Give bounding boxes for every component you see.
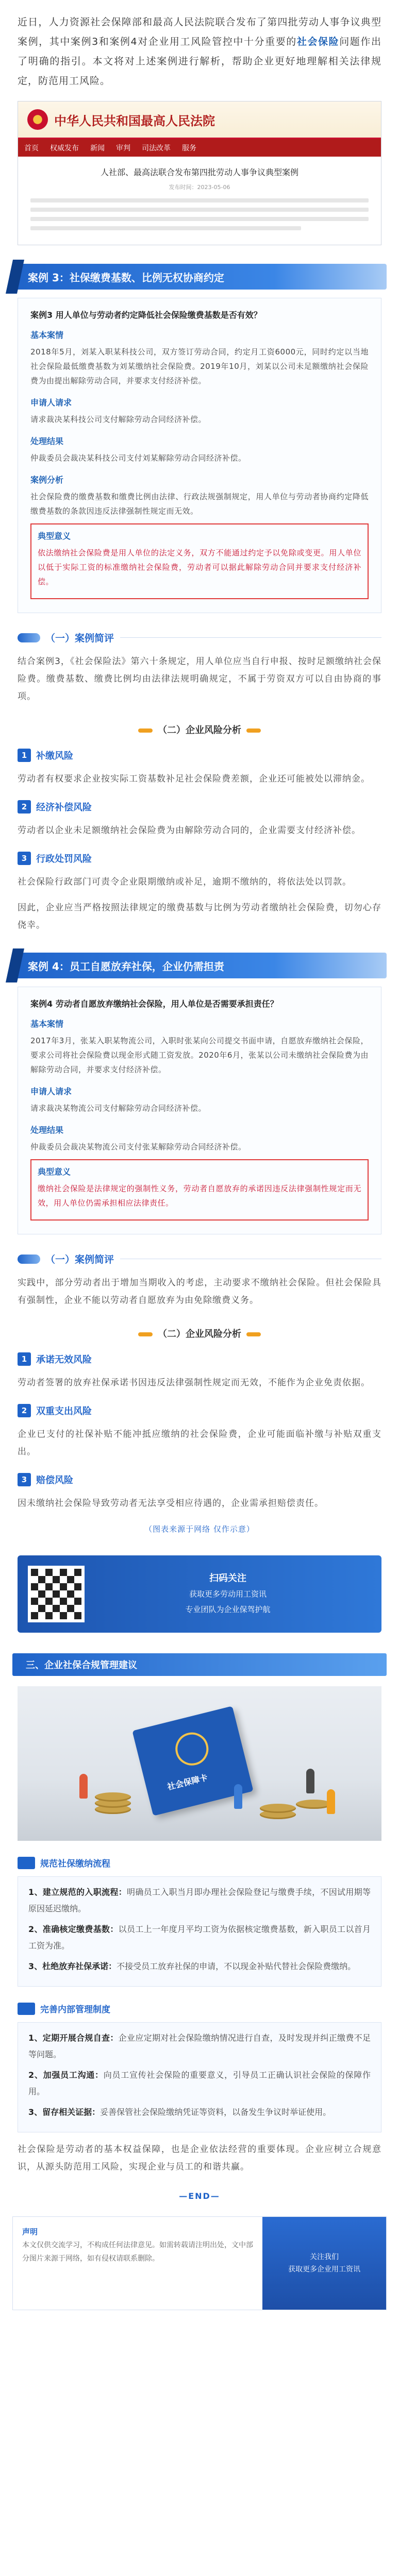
- intro-text-tail: 问题作出了明确的指引。本文将对上述案例进行解析，帮助企业更好地理解相关法律规定，防范用工风险。: [18, 36, 381, 87]
- court-nav: [18, 139, 381, 157]
- list-item-key: 2、准确核定缴费基数：: [28, 1924, 119, 1934]
- footer-follow-line-1: 关注我们: [310, 2253, 339, 2261]
- case4-banner-text: 案例 4：员工自愿放弃社保，企业仍需担责: [28, 960, 224, 973]
- block-chip-icon: [18, 2003, 35, 2015]
- intro-highlight: 社会保险: [296, 36, 340, 47]
- case4-significance-box: [30, 1159, 369, 1221]
- analysis2-heading-text: （一）案例简评: [45, 1254, 114, 1265]
- risk2-item-2-title: [18, 1404, 381, 1417]
- court-nav-item: 权威发布: [50, 144, 79, 152]
- analysis2-paragraph: 实践中，部分劳动者出于增加当期收入的考虑，主动要求不缴纳社会保险。但社会保险具有强制性，企业不能以劳动者自愿放弃为由免除缴费义务。: [18, 1278, 381, 1306]
- case4-significance: 缴纳社会保险是法律规定的强制性义务，劳动者自愿放弃的承诺因违反法律强制性规定而无效，用人单位仍需承担相应法律责任。: [38, 1184, 361, 1208]
- case3-significance-box: [30, 523, 369, 599]
- qr-line-3: 专业团队为企业保驾护航: [185, 1605, 271, 1614]
- footer-follow[interactable]: [262, 2217, 386, 2310]
- qr-line-1: 扫码关注: [209, 1573, 246, 1584]
- risk2-heading-text: （二）企业风险分析: [158, 1329, 241, 1340]
- court-header: [18, 101, 381, 139]
- risk-number-badge: 2: [18, 1404, 31, 1417]
- case3-claim-label: 申请人请求: [30, 398, 72, 408]
- analysis1-heading-text: （一）案例简评: [45, 633, 114, 644]
- heading-pill-icon: [18, 633, 40, 642]
- end-mark: —END—: [179, 2191, 220, 2201]
- risk1-item-2-title: [18, 800, 381, 814]
- national-emblem-icon: [27, 109, 48, 130]
- list-item-value: 企业应定期对社会保险缴纳情况进行自查，及时发现并纠正缴费不足等问题。: [28, 2033, 371, 2059]
- list-item-key: 2、加强员工沟通：: [28, 2070, 104, 2080]
- block2-list: [18, 2022, 381, 2132]
- risk1-item-3-title: [18, 852, 381, 865]
- court-name: 中华人民共和国最高人民法院: [54, 113, 215, 128]
- risk-number-badge: 3: [18, 852, 31, 865]
- footer-title: 声明: [22, 2227, 38, 2236]
- case4-box: [18, 987, 381, 1234]
- case3-significance: 依法缴纳社会保险费是用人单位的法定义务，双方不能通过约定予以免除或变更。用人单位以低于实际工资的标准缴纳社会保险费，劳动者可以据此解除劳动合同并要求支付经济补偿。: [38, 548, 361, 586]
- footer-text: 本文仅供交流学习，不构成任何法律意见。如需转载请注明出处，文中部分图片来源于网络，如有侵权请联系删除。: [22, 2241, 253, 2263]
- block1-title: [18, 1856, 381, 1869]
- case3-banner: [12, 264, 387, 290]
- risk2-item-3-text: 因未缴纳社会保险导致劳动者无法享受相应待遇的，企业需承担赔偿责任。: [18, 1498, 324, 1509]
- list-item-value: 不接受员工放弃社保的申请，不以现金补贴代替社会保险费缴纳。: [117, 1961, 356, 1971]
- risk2-item-2-text: 企业已支付的社保补贴不能冲抵应缴纳的社会保险费，企业可能面临补缴与补贴双重支出。: [18, 1429, 381, 1457]
- social-security-card-photo: [18, 1686, 381, 1841]
- intro-text: 近日，人力资源社会保障部和最高人民法院联合发布了第四批劳动人事争议典型案例，其中案例3和案例4对企业用工风险管控中十分重要的: [18, 16, 381, 47]
- risk2-note: （图表来源于网络 仅作示意）: [144, 1524, 255, 1534]
- risk-title-text: 补缴风险: [36, 751, 73, 761]
- block2-title: [18, 2002, 381, 2015]
- court-nav-item: 首页: [24, 144, 39, 152]
- case3-significance-label: 典型意义: [38, 531, 71, 541]
- risk-number-badge: 2: [18, 800, 31, 814]
- qr-code-icon[interactable]: [28, 1566, 85, 1622]
- case4-claim-label: 申请人请求: [30, 1087, 72, 1096]
- heading-deco-icon: [246, 1332, 261, 1336]
- block1-title-text: 规范社保缴纳流程: [40, 1859, 110, 1869]
- risk1-item-1-text: 劳动者有权要求企业按实际工资基数补足社会保险费差额，企业还可能被处以滞纳金。: [18, 774, 370, 784]
- risk2-item-1-title: [18, 1352, 381, 1366]
- heading-divider: [120, 637, 381, 638]
- risk-number-badge: 1: [18, 1352, 31, 1366]
- case3-claim: 请求裁决某科技公司支付解除劳动合同经济补偿。: [30, 415, 207, 424]
- case4-claim: 请求裁决某物流公司支付解除劳动合同经济补偿。: [30, 1104, 207, 1113]
- case3-facts-label: 基本案情: [30, 330, 64, 340]
- analysis2-heading: [18, 1252, 381, 1266]
- case3-analysis-label: 案例分析: [30, 475, 64, 485]
- list-item-key: 1、建立规范的入职流程：: [28, 1887, 127, 1897]
- compliance-banner: 三、企业社保合规管理建议: [12, 1653, 387, 1676]
- risk-title-text: 双重支出风险: [36, 1406, 92, 1417]
- heading-deco-icon: [138, 1332, 153, 1336]
- list-item: [28, 1921, 371, 1954]
- risk2-heading: [0, 1327, 399, 1340]
- case3-banner-text: 案例 3：社保缴费基数、比例无权协商约定: [28, 271, 224, 284]
- risk-title-text: 赔偿风险: [36, 1475, 73, 1486]
- footer: [12, 2216, 387, 2310]
- risk1-closing: 因此，企业应当严格按照法律规定的缴费基数与比例为劳动者缴纳社会保险费，切勿心存侥幸。: [18, 903, 381, 930]
- intro-paragraph: [0, 0, 399, 91]
- court-article-date: 发布时间：2023-05-06: [169, 184, 230, 191]
- case4-result: 仲裁委员会裁决某物流公司支付张某解除劳动合同经济补偿。: [30, 1142, 246, 1151]
- analysis1-heading: [18, 631, 381, 645]
- risk2-item-3-title: [18, 1473, 381, 1486]
- list-item: [28, 2067, 371, 2100]
- list-item-value: 妥善保管社会保险缴纳凭证等资料，以备发生争议时举证使用。: [100, 2107, 331, 2117]
- risk1-heading-text: （二）企业风险分析: [158, 725, 241, 736]
- block2-title-text: 完善内部管理制度: [40, 2005, 110, 2015]
- list-item-value: 以员工上一年度月平均工资为依据核定缴费基数，新入职员工以首月工资为准。: [28, 1924, 371, 1951]
- list-item: [28, 1884, 371, 1917]
- case3-result-label: 处理结果: [30, 436, 64, 446]
- risk-title-text: 承诺无效风险: [36, 1354, 92, 1365]
- risk2-item-1-text: 劳动者签署的放弃社保承诺书因违反法律强制性规定而无效，不能作为企业免责依据。: [18, 1378, 370, 1388]
- court-article-lines: [30, 198, 369, 230]
- court-website-screenshot: [18, 101, 381, 245]
- risk1-heading: [0, 723, 399, 736]
- risk1-item-2-text: 劳动者以企业未足额缴纳社会保险费为由解除劳动合同的，企业需要支付经济补偿。: [18, 825, 361, 836]
- court-nav-item: 服务: [182, 144, 196, 152]
- qr-card: [18, 1555, 381, 1633]
- list-item: [28, 1958, 371, 1975]
- case4-result-label: 处理结果: [30, 1125, 64, 1135]
- qr-text: [85, 1571, 371, 1617]
- court-article-title: 人社部、最高法联合发布第四批劳动人事争议典型案例: [100, 167, 298, 177]
- heading-deco-icon: [246, 728, 261, 733]
- block-chip-icon: [18, 1857, 35, 1869]
- court-nav-item: 新闻: [90, 144, 105, 152]
- risk-number-badge: 1: [18, 749, 31, 762]
- list-item-value: 明确员工入职当月即办理社会保险登记与缴费手续，不因试用期等原因延迟缴纳。: [28, 1887, 371, 1913]
- risk-title-text: 行政处罚风险: [36, 854, 92, 865]
- case4-facts-label: 基本案情: [30, 1019, 64, 1029]
- case4-significance-label: 典型意义: [38, 1167, 71, 1177]
- case3-title: 案例3 用人单位与劳动者约定降低社会保险缴费基数是否有效？: [30, 310, 262, 320]
- risk1-item-3-text: 社会保险行政部门可责令企业限期缴纳或补足，逾期不缴纳的，将依法处以罚款。: [18, 877, 352, 887]
- list-item-key: 1、定期开展合规自查：: [28, 2033, 119, 2043]
- card-label: 社会保障卡: [166, 1772, 209, 1792]
- footer-disclaimer: [13, 2217, 262, 2310]
- list-item-key: 3、留存相关证据：: [28, 2107, 101, 2117]
- case3-box: [18, 298, 381, 613]
- risk1-item-1-title: [18, 749, 381, 762]
- list-item: [28, 2104, 371, 2121]
- list-item: [28, 2030, 371, 2063]
- case4-banner: [12, 953, 387, 978]
- banner-tag: [6, 260, 24, 294]
- court-nav-item: 司法改革: [142, 144, 171, 152]
- case3-facts: 2018年5月，刘某入职某科技公司，双方签订劳动合同，约定月工资6000元，同时约定以当地社会保险最低缴费基数为刘某缴纳社会保险费。2019年10月，刘某以公司未足额缴纳社会保险费为由提出解除劳动合同，并要求支付经济补偿。: [30, 347, 369, 385]
- case4-title: 案例4 劳动者自愿放弃缴纳社会保险，用人单位是否需要承担责任？: [30, 999, 278, 1009]
- analysis1-paragraph: 结合案例3，《社会保险法》第六十条规定，用人单位应当自行申报、按时足额缴纳社会保险费。缴费基数、缴费比例均由法律法规明确规定，不属于劳资双方可以自由协商的事项。: [18, 656, 381, 702]
- list-item-key: 3、杜绝放弃社保承诺：: [28, 1961, 117, 1971]
- footer-follow-line-2: 获取更多企业用工资讯: [288, 2265, 360, 2274]
- heading-pill-icon: [18, 1255, 40, 1264]
- case3-analysis: 社会保险费的缴费基数和缴费比例由法律、行政法规强制规定，用人单位与劳动者协商约定降低缴费基数的条款因违反法律强制性规定而无效。: [30, 492, 369, 516]
- case3-result: 仲裁委员会裁决某科技公司支付刘某解除劳动合同经济补偿。: [30, 453, 246, 463]
- qr-line-2: 获取更多劳动用工资讯: [189, 1589, 267, 1599]
- case4-facts: 2017年3月，张某入职某物流公司，入职时张某向公司提交书面申请，自愿放弃缴纳社会保险，要求公司将社会保险费以现金形式随工资发放。2020年6月，张某以公司未缴纳社会保险费为由解除劳动合同，并要求支付经济补偿。: [30, 1036, 369, 1074]
- court-nav-item: 审判: [116, 144, 130, 152]
- risk-title-text: 经济补偿风险: [36, 802, 92, 813]
- risk-number-badge: 3: [18, 1473, 31, 1486]
- court-article: [18, 157, 381, 245]
- list-item-value: 向员工宣传社会保险的重要意义，引导员工正确认识社会保险的保障作用。: [28, 2070, 371, 2096]
- compliance-closing: 社会保险是劳动者的基本权益保障，也是企业依法经营的重要体现。企业应树立合规意识，从源头防范用工风险，实现企业与员工的和谐共赢。: [18, 2144, 381, 2172]
- banner-tag: [6, 948, 24, 982]
- heading-deco-icon: [138, 728, 153, 733]
- block1-list: [18, 1876, 381, 1987]
